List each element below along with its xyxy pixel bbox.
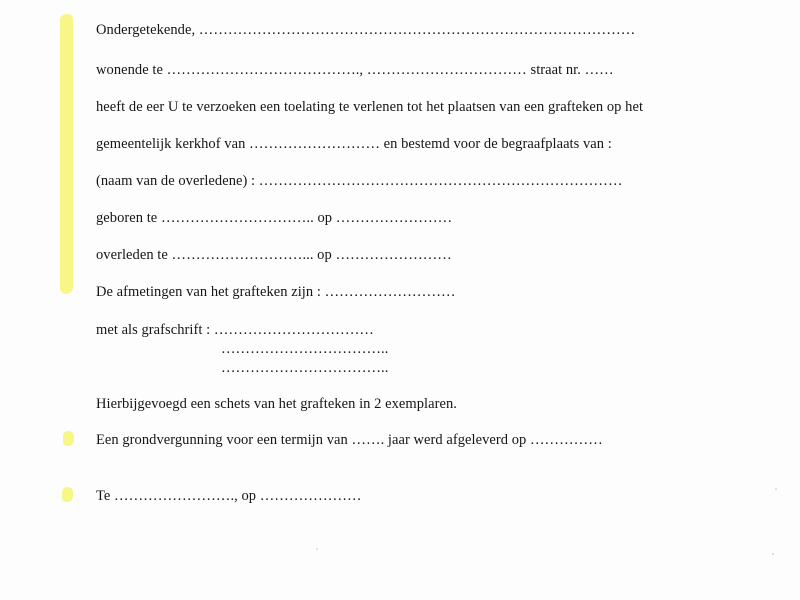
place-date-line: Te ……………………., op ………………… [96, 488, 362, 504]
epitaph-continuation-line: …………………………….. [221, 360, 389, 376]
epitaph-continuation-line: …………………………….. [221, 341, 389, 357]
cemetery-line: gemeentelijk kerkhof van ……………………… en bestemd voor de begraafplaats van : [96, 136, 612, 152]
applicant-name-line: Ondergetekende, ……………………………………………………………………………… [96, 22, 636, 38]
highlighter-mark [60, 14, 73, 294]
dimensions-line: De afmetingen van het grafteken zijn : ……………………… [96, 284, 456, 300]
scan-speck [775, 488, 777, 490]
highlighter-dot [63, 431, 74, 446]
ground-permit-line: Een grondvergunning voor een termijn van ……. jaar werd afgeleverd op …………… [96, 432, 603, 448]
epitaph-line: met als grafschrift : …………………………… [96, 322, 374, 338]
death-line: overleden te ………………………... op …………………… [96, 247, 452, 263]
scan-speck [772, 553, 774, 555]
scan-speck [316, 548, 318, 550]
residence-line: wonende te …………………………………., …………………………… straat nr. …… [96, 62, 614, 78]
request-text-line: heeft de eer U te verzoeken een toelating te verlenen tot het plaatsen van een grafteken op het [96, 99, 644, 115]
highlighter-dot [62, 487, 73, 502]
deceased-name-line: (naam van de overledene) : ………………………………………………………………… [96, 173, 623, 189]
birth-line: geboren te ………………………….. op …………………… [96, 210, 453, 226]
sketch-attachment-line: Hierbijgevoegd een schets van het grafteken in 2 exemplaren. [96, 396, 457, 412]
